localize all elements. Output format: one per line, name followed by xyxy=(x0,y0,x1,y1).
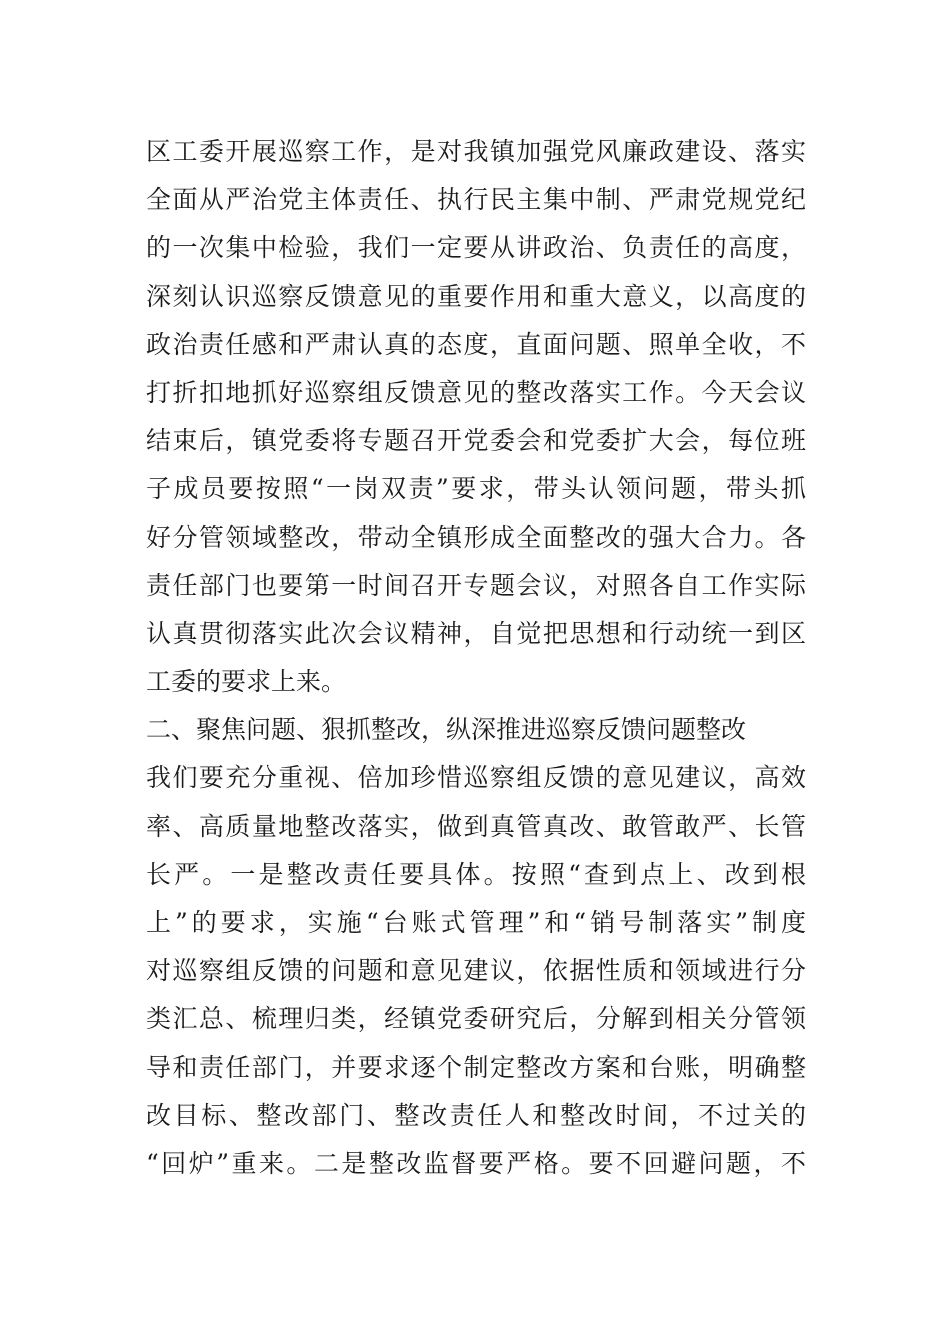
text-line: 我们要充分重视、倍加珍惜巡察组反馈的意见建议，高效 xyxy=(146,763,806,793)
text-line: 类汇总、梳理归类，经镇党委研究后，分解到相关分管领 xyxy=(146,1004,806,1034)
text-line: 上”的要求，实施“台账式管理”和“销号制落实”制度 xyxy=(146,908,806,937)
text-line: 深刻认识巡察反馈意见的重要作用和重大意义，以高度的 xyxy=(146,281,806,311)
text-line: 子成员要按照“一岗双责”要求，带头认领问题，带头抓 xyxy=(146,474,806,504)
text-line: 结束后，镇党委将专题召开党委会和党委扩大会，每位班 xyxy=(146,426,806,456)
text-line: 认真贯彻落实此次会议精神，自觉把思想和行动统一到区 xyxy=(146,618,806,648)
text-line: 的一次集中检验，我们一定要从讲政治、负责任的高度， xyxy=(146,233,806,263)
document-body xyxy=(146,128,806,1188)
text-line: 责任部门也要第一时间召开专题会议，对照各自工作实际 xyxy=(146,570,806,600)
text-line: 改目标、整改部门、整改责任人和整改时间，不过关的 xyxy=(146,1100,806,1130)
text-line: 政治责任感和严肃认真的态度，直面问题、照单全收，不 xyxy=(146,329,806,359)
text-line: 导和责任部门，并要求逐个制定整改方案和台账，明确整 xyxy=(146,1052,806,1082)
text-line: 打折扣地抓好巡察组反馈意见的整改落实工作。今天会议 xyxy=(146,377,806,407)
text-line: 对巡察组反馈的问题和意见建议，依据性质和领域进行分 xyxy=(146,956,806,986)
text-line: “回炉”重来。二是整改监督要严格。要不回避问题，不 xyxy=(146,1148,806,1178)
text-line: 区工委开展巡察工作，是对我镇加强党风廉政建设、落实 xyxy=(146,137,806,166)
text-line: 长严。一是整改责任要具体。按照“查到点上、改到根 xyxy=(146,859,806,889)
paragraph-end-line: 工委的要求上来。 xyxy=(146,667,347,697)
text-line: 率、高质量地整改落实，做到真管真改、敢管敢严、长管 xyxy=(146,811,806,841)
text-line: 好分管领域整改，带动全镇形成全面整改的强大合力。各 xyxy=(146,522,806,552)
section-heading: 二、聚焦问题、狠抓整改，纵深推进巡察反馈问题整改 xyxy=(146,715,747,745)
text-line: 全面从严治党主体责任、执行民主集中制、严肃党规党纪 xyxy=(146,185,806,215)
